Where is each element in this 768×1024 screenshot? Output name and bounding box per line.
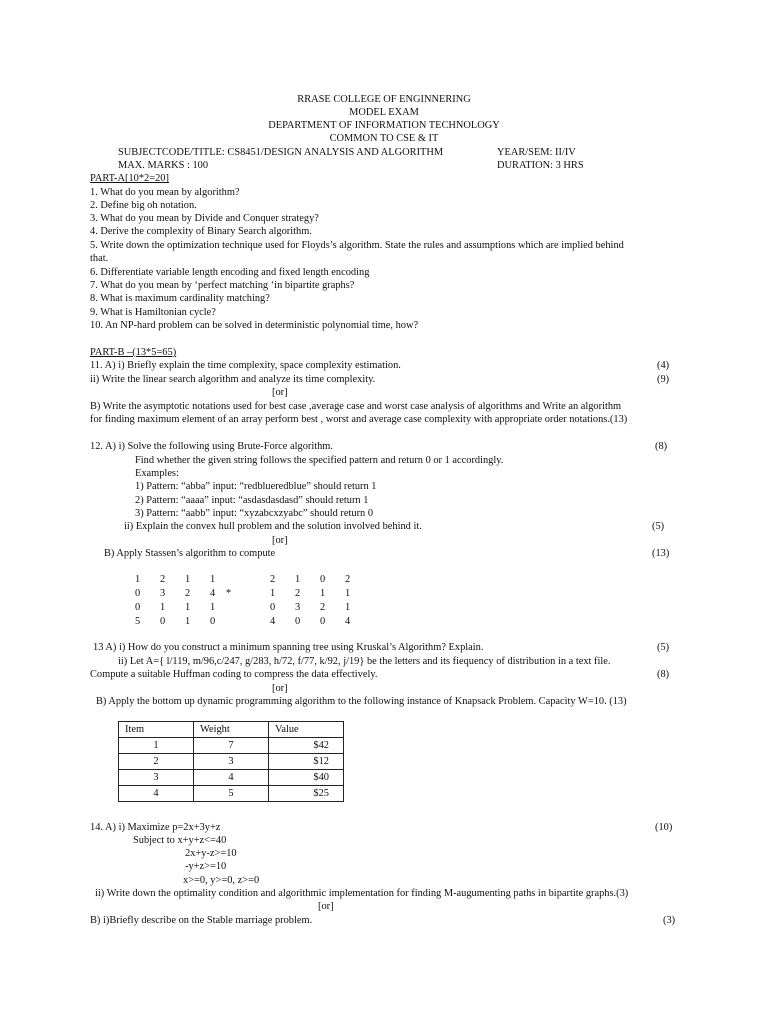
question-2: 2. Define big oh notation.: [90, 200, 197, 211]
q13-a-ii: ii) Let A={ l/119, m/96,c/247, g/283, h/72, f/77, k/92, j/19} be the letters and its fiequency of distribution in a text file.: [118, 656, 611, 667]
department-title: DEPARTMENT OF INFORMATION TECHNOLOGY: [268, 120, 500, 131]
q13-a-i: 13 A) i) How do you construct a minimum spanning tree using Kruskal’s Algorithm? Explain.: [93, 642, 484, 653]
max-marks: MAX. MARKS : 100: [118, 160, 209, 171]
table-cell-value: $42: [269, 738, 344, 754]
q11-b-cont: for finding maximum element of an array perform best , worst and average case complexity with appropriate order notations.(13): [90, 414, 628, 425]
multiply-symbol: *: [226, 588, 232, 599]
question-5: 5. Write down the optimization technique used for Floyds’s algorithm. State the rules and assumptions which are implied behind: [90, 240, 624, 251]
q12-example-2: 2) Pattern: “aaaa” input: “asdasdasdasd” should return 1: [135, 495, 369, 506]
q14-or: [or]: [318, 901, 334, 912]
q11-a-i-marks: (4): [657, 360, 670, 371]
q12-find-text: Find whether the given string follows the specified pattern and return 0 or 1 accordingly.: [135, 455, 504, 466]
question-6: 6. Differentiate variable length encoding and fixed length encoding: [90, 267, 370, 278]
table-row: [119, 738, 344, 754]
college-name: RRASE COLLEGE OF ENGINNERING: [297, 94, 471, 105]
table-cell-item: 1: [119, 738, 194, 754]
q12-example-1: 1) Pattern: “abba” input: “redblueredblue” should return 1: [135, 481, 377, 492]
q12-b: B) Apply Stassen’s algorithm to compute: [104, 548, 276, 559]
q12-a-i-marks: (8): [655, 441, 668, 452]
matrix-b-row: 4 0 0 4: [270, 616, 351, 627]
table-cell-item: 3: [119, 770, 194, 786]
table-cell-weight: 4: [194, 770, 269, 786]
knapsack-table: [118, 721, 344, 802]
duration: DURATION: 3 HRS: [497, 160, 584, 171]
common-to: COMMON TO CSE & IT: [329, 133, 439, 144]
table-row: [119, 754, 344, 770]
q14-b: B) i)Briefly describe on the Stable marriage problem.: [90, 915, 313, 926]
table-cell-weight: 7: [194, 738, 269, 754]
q14-b-marks: (3): [663, 915, 676, 926]
q14-constraint-2: 2x+y-z>=10: [185, 848, 237, 859]
q13-a-ii-marks: (8): [657, 669, 670, 680]
q11-a-ii: ii) Write the linear search algorithm and analyze its time complexity.: [90, 374, 376, 385]
q12-a-i: 12. A) i) Solve the following using Brute-Force algorithm.: [90, 441, 333, 452]
q12-b-marks: (13): [652, 548, 670, 559]
question-3: 3. What do you mean by Divide and Conquer strategy?: [90, 213, 319, 224]
q12-a-ii-marks: (5): [652, 521, 665, 532]
question-7: 7. What do you mean by ‘perfect matching ‘in bipartite graphs?: [90, 280, 355, 291]
table-row: [119, 770, 344, 786]
table-cell-value: $25: [269, 786, 344, 802]
q14-a-ii: ii) Write down the optimality condition and algorithmic implementation for finding M-augumenting paths in bipartite graphs.(3): [95, 888, 629, 899]
table-cell-value: $12: [269, 754, 344, 770]
year-sem: YEAR/SEM: II/IV: [497, 147, 576, 158]
q11-b: B) Write the asymptotic notations used for best case ,average case and worst case analysis of algorithms and Write an algorithm: [90, 401, 622, 412]
q11-a-i: 11. A) i) Briefly explain the time complexity, space complexity estimation.: [90, 360, 401, 371]
matrix-a-row: 1 2 1 1: [135, 574, 216, 585]
matrix-a-row: 0 3 2 4: [135, 588, 216, 599]
matrix-b-row: 0 3 2 1: [270, 602, 351, 613]
q14-constraint-4: x>=0, y>=0, z>=0: [183, 875, 260, 886]
q13-a-ii-cont: Compute a suitable Huffman coding to compress the data effectively.: [90, 669, 378, 680]
table-cell-weight: 5: [194, 786, 269, 802]
subject-code-title: SUBJECTCODE/TITLE: CS8451/DESIGN ANALYSIS AND ALGORITHM: [118, 147, 444, 158]
table-cell-weight: 3: [194, 754, 269, 770]
question-1: 1. What do you mean by algorithm?: [90, 187, 240, 198]
table-header-item: Item: [119, 722, 194, 738]
part-a-title: PART-A[10*2=20]: [90, 173, 169, 184]
q14-constraint-1: Subject to x+y+z<=40: [133, 835, 227, 846]
q12-or: [or]: [272, 535, 288, 546]
matrix-b-row: 1 2 1 1: [270, 588, 351, 599]
question-10: 10. An NP-hard problem can be solved in deterministic polynomial time, how?: [90, 320, 419, 331]
q12-example-3: 3) Pattern: “aabb” input: “xyzabcxzyabc” should return 0: [135, 508, 374, 519]
q12-examples: Examples:: [135, 468, 179, 479]
q12-a-ii: ii) Explain the convex hull problem and the solution involved behind it.: [124, 521, 422, 532]
part-b-title: PART-B –(13*5=65): [90, 347, 177, 358]
q11-a-ii-marks: (9): [657, 374, 670, 385]
question-4: 4. Derive the complexity of Binary Search algorithm.: [90, 226, 312, 237]
exam-title: MODEL EXAM: [349, 107, 419, 118]
q13-or: [or]: [272, 683, 288, 694]
table-header-weight: Weight: [194, 722, 269, 738]
matrix-a-row: 5 0 1 0: [135, 616, 216, 627]
table-cell-value: $40: [269, 770, 344, 786]
q13-a-i-marks: (5): [657, 642, 670, 653]
question-9: 9. What is Hamiltonian cycle?: [90, 307, 216, 318]
q11-or: [or]: [272, 387, 288, 398]
question-8: 8. What is maximum cardinality matching?: [90, 293, 270, 304]
q14-a-i-marks: (10): [655, 822, 673, 833]
table-row: [119, 786, 344, 802]
q14-constraint-3: -y+z>=10: [185, 861, 227, 872]
table-cell-item: 2: [119, 754, 194, 770]
q13-b: B) Apply the bottom up dynamic programming algorithm to the following instance of Knapsack Problem. Capacity W=10. (13): [96, 696, 627, 707]
table-cell-item: 4: [119, 786, 194, 802]
q14-a-i: 14. A) i) Maximize p=2x+3y+z: [90, 822, 221, 833]
table-header-row: [119, 722, 344, 738]
matrix-a-row: 0 1 1 1: [135, 602, 216, 613]
matrix-b-row: 2 1 0 2: [270, 574, 351, 585]
table-header-value: Value: [269, 722, 344, 738]
question-5-cont: that.: [90, 253, 109, 264]
